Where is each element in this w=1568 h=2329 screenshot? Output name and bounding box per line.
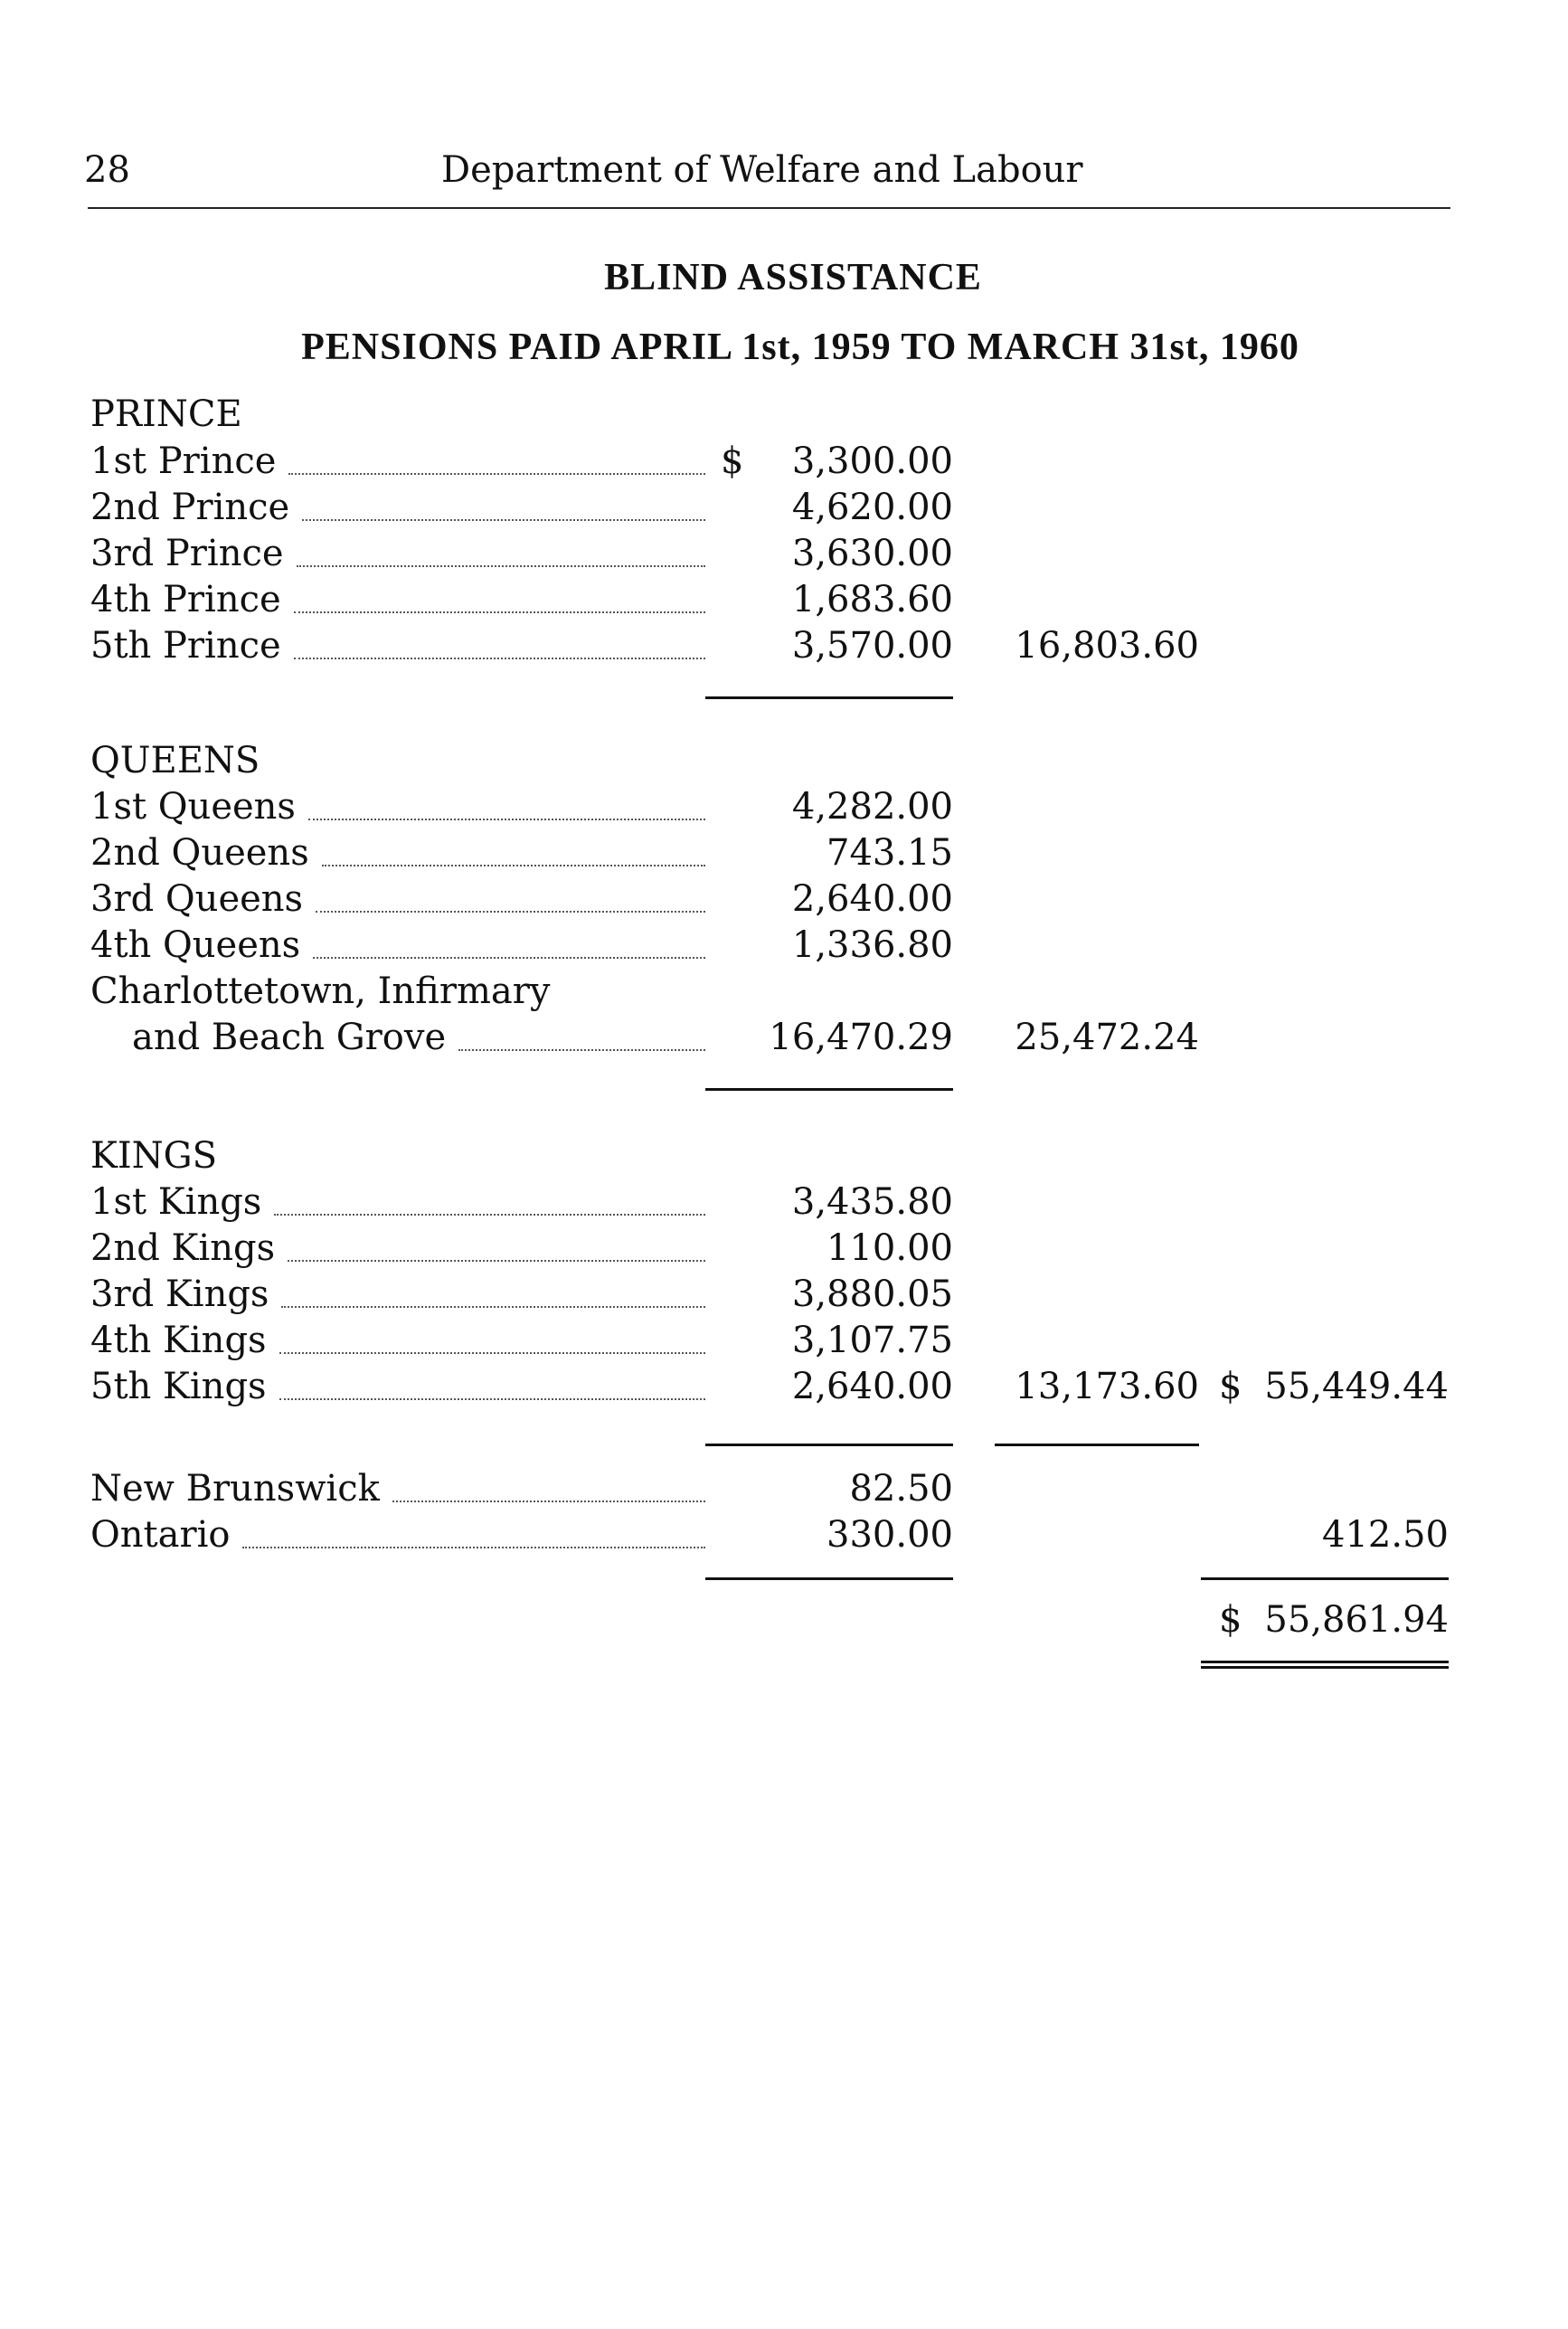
section-label-kings: KINGS (90, 1135, 218, 1177)
subtotal-rule (705, 1444, 953, 1446)
leader-dots (316, 911, 705, 913)
item-label: 3rd Prince (90, 533, 284, 574)
item-amount: 3,570.00 (791, 625, 953, 667)
item-label: 5th Prince (90, 625, 281, 667)
item-amount: 4,282.00 (791, 786, 953, 828)
grand-total: 55,861.94 (1264, 1599, 1449, 1641)
item-label: Ontario (90, 1514, 231, 1556)
leader-dots (279, 1398, 705, 1400)
provinces-total: 55,449.44 (1264, 1366, 1449, 1407)
leader-dots (242, 1547, 705, 1548)
item-label: 2nd Kings (90, 1227, 276, 1269)
header-rule (88, 207, 1450, 209)
subtotal-rule (705, 1577, 953, 1580)
page-subtitle: PENSIONS PAID APRIL 1st, 1959 TO MARCH 31st, 1960 (301, 327, 1299, 368)
list-item (90, 878, 705, 920)
item-amount: 4,620.00 (791, 487, 953, 528)
item-amount: 82.50 (849, 1468, 953, 1510)
list-item (90, 1468, 705, 1510)
dollar-sign: $ (1219, 1599, 1242, 1641)
section-subtotal: 16,803.60 (1015, 625, 1199, 667)
leader-dots (302, 519, 705, 521)
item-amount: 3,107.75 (791, 1320, 953, 1361)
page-number: 28 (84, 149, 130, 191)
leader-dots (297, 565, 705, 567)
item-label: 3rd Queens (90, 878, 304, 920)
list-item (90, 1181, 705, 1223)
leader-dots (308, 819, 705, 820)
leader-dots (458, 1049, 705, 1051)
item-label: 5th Kings (90, 1366, 267, 1407)
other-subtotal: 412.50 (1322, 1514, 1449, 1556)
item-label: Charlottetown, Infirmary (90, 970, 551, 1012)
list-item (90, 487, 705, 528)
item-amount: 3,880.05 (791, 1273, 953, 1315)
item-amount: 3,630.00 (791, 533, 953, 574)
item-label: 3rd Kings (90, 1273, 269, 1315)
item-label-continued: and Beach Grove (132, 1017, 447, 1058)
item-label: 2nd Queens (90, 832, 309, 874)
item-label: New Brunswick (90, 1468, 380, 1510)
list-item (90, 786, 705, 828)
item-amount: 3,435.80 (791, 1181, 953, 1223)
section-label-prince: PRINCE (90, 393, 242, 435)
dollar-sign: $ (721, 440, 744, 482)
subtotal-rule (995, 1444, 1199, 1446)
list-item (90, 625, 705, 667)
section-subtotal: 25,472.24 (1015, 1017, 1199, 1058)
item-amount: 1,336.80 (791, 924, 953, 966)
leader-dots (313, 957, 705, 959)
item-amount: 2,640.00 (791, 1366, 953, 1407)
item-amount: 16,470.29 (769, 1017, 953, 1058)
item-amount: 743.15 (827, 832, 953, 874)
list-item (90, 1514, 705, 1556)
page-title: BLIND ASSISTANCE (604, 257, 982, 298)
leader-dots (392, 1501, 705, 1502)
item-label: 1st Prince (90, 440, 277, 482)
leader-dots (322, 865, 705, 866)
item-amount: 2,640.00 (791, 878, 953, 920)
section-subtotal: 13,173.60 (1015, 1366, 1199, 1407)
running-header: Department of Welfare and Labour (441, 149, 1083, 191)
leader-dots (288, 473, 705, 475)
item-amount: 1,683.60 (791, 579, 953, 620)
list-item (90, 1320, 705, 1361)
item-label: 1st Queens (90, 786, 296, 828)
item-amount: 330.00 (827, 1514, 953, 1556)
item-label: 4th Kings (90, 1320, 267, 1361)
item-label: 4th Queens (90, 924, 301, 966)
list-item (90, 533, 705, 574)
leader-dots (281, 1306, 705, 1308)
total-rule (1201, 1577, 1449, 1580)
section-label-queens: QUEENS (90, 740, 260, 781)
item-amount: 110.00 (827, 1227, 953, 1269)
list-item (90, 1366, 705, 1407)
leader-dots (294, 611, 705, 613)
subtotal-rule (705, 1088, 953, 1091)
subtotal-rule (705, 696, 953, 699)
list-item (90, 579, 705, 620)
leader-dots (279, 1352, 705, 1354)
item-label: 1st Kings (90, 1181, 262, 1223)
leader-dots (288, 1260, 705, 1262)
list-item (90, 832, 705, 874)
dollar-sign: $ (1219, 1366, 1242, 1407)
list-item (90, 1227, 705, 1269)
list-item (90, 924, 705, 966)
leader-dots (274, 1214, 705, 1216)
item-label: 2nd Prince (90, 487, 290, 528)
item-amount: 3,300.00 (791, 440, 953, 482)
list-item (132, 1017, 705, 1058)
item-label: 4th Prince (90, 579, 281, 620)
list-item (90, 1273, 705, 1315)
grand-total-double-rule (1201, 1661, 1449, 1669)
leader-dots (294, 658, 705, 659)
list-item (90, 440, 705, 482)
